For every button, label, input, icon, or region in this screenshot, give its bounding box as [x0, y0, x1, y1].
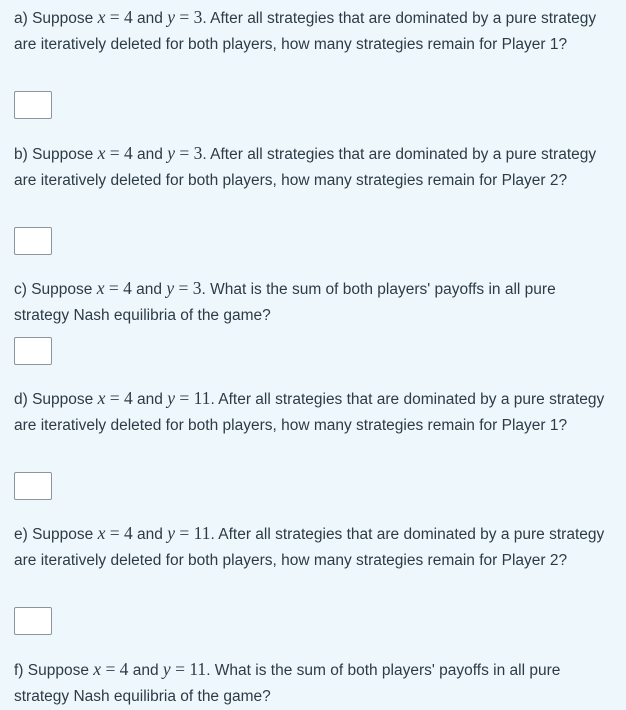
math-y: y = 11 [162, 659, 207, 679]
math-x: x = 4 [97, 7, 133, 27]
question-label: b) Suppose [14, 146, 98, 163]
math-y: y = 3 [167, 143, 203, 163]
answer-input-e[interactable] [14, 607, 52, 635]
question-label: d) Suppose [14, 391, 98, 408]
math-y: y = 11 [167, 388, 211, 408]
question-c [14, 275, 614, 329]
answer-input-d[interactable] [14, 472, 52, 500]
question-text: b) Suppose x = 4 and y = 3. After all strategies that are dominated by a pure strategy are iteratively deleted for both players, how many strategies remain for Player 2? [14, 143, 597, 189]
math-y: y = 3 [166, 278, 202, 298]
math-x: x = 4 [97, 143, 133, 163]
question-text: d) Suppose x = 4 and y = 11. After all strategies that are dominated by a pure strategy are iteratively deleted for both players, how many strategies remain for Player 1? [14, 388, 605, 434]
question-e [14, 520, 614, 574]
answer-input-b[interactable] [14, 227, 52, 255]
answer-input-a[interactable] [14, 91, 52, 119]
question-label: f) Suppose [14, 662, 94, 679]
question-b [14, 140, 614, 194]
math-x: x = 4 [97, 523, 133, 543]
question-label: c) Suppose [14, 281, 97, 298]
math-x: x = 4 [93, 659, 129, 679]
question-text: a) Suppose x = 4 and y = 3. After all strategies that are dominated by a pure strategy are iteratively deleted for both players, how many strategies remain for Player 1? [14, 7, 597, 53]
question-label: e) Suppose [14, 526, 98, 543]
math-x: x = 4 [97, 388, 133, 408]
question-d [14, 385, 614, 439]
question-f [14, 656, 614, 710]
math-y: y = 11 [167, 523, 211, 543]
answer-input-c[interactable] [14, 337, 52, 365]
math-y: y = 3 [167, 7, 203, 27]
question-text: f) Suppose x = 4 and y = 11. What is the sum of both players' payoffs in all pure strategy Nash equilibria of the game? [14, 659, 561, 705]
question-text: c) Suppose x = 4 and y = 3. What is the sum of both players' payoffs in all pure strategy Nash equilibria of the game? [14, 278, 556, 324]
question-text: e) Suppose x = 4 and y = 11. After all strategies that are dominated by a pure strategy are iteratively deleted for both players, how many strategies remain for Player 2? [14, 523, 605, 569]
question-label: a) Suppose [14, 10, 98, 27]
question-a [14, 4, 614, 58]
math-x: x = 4 [96, 278, 132, 298]
